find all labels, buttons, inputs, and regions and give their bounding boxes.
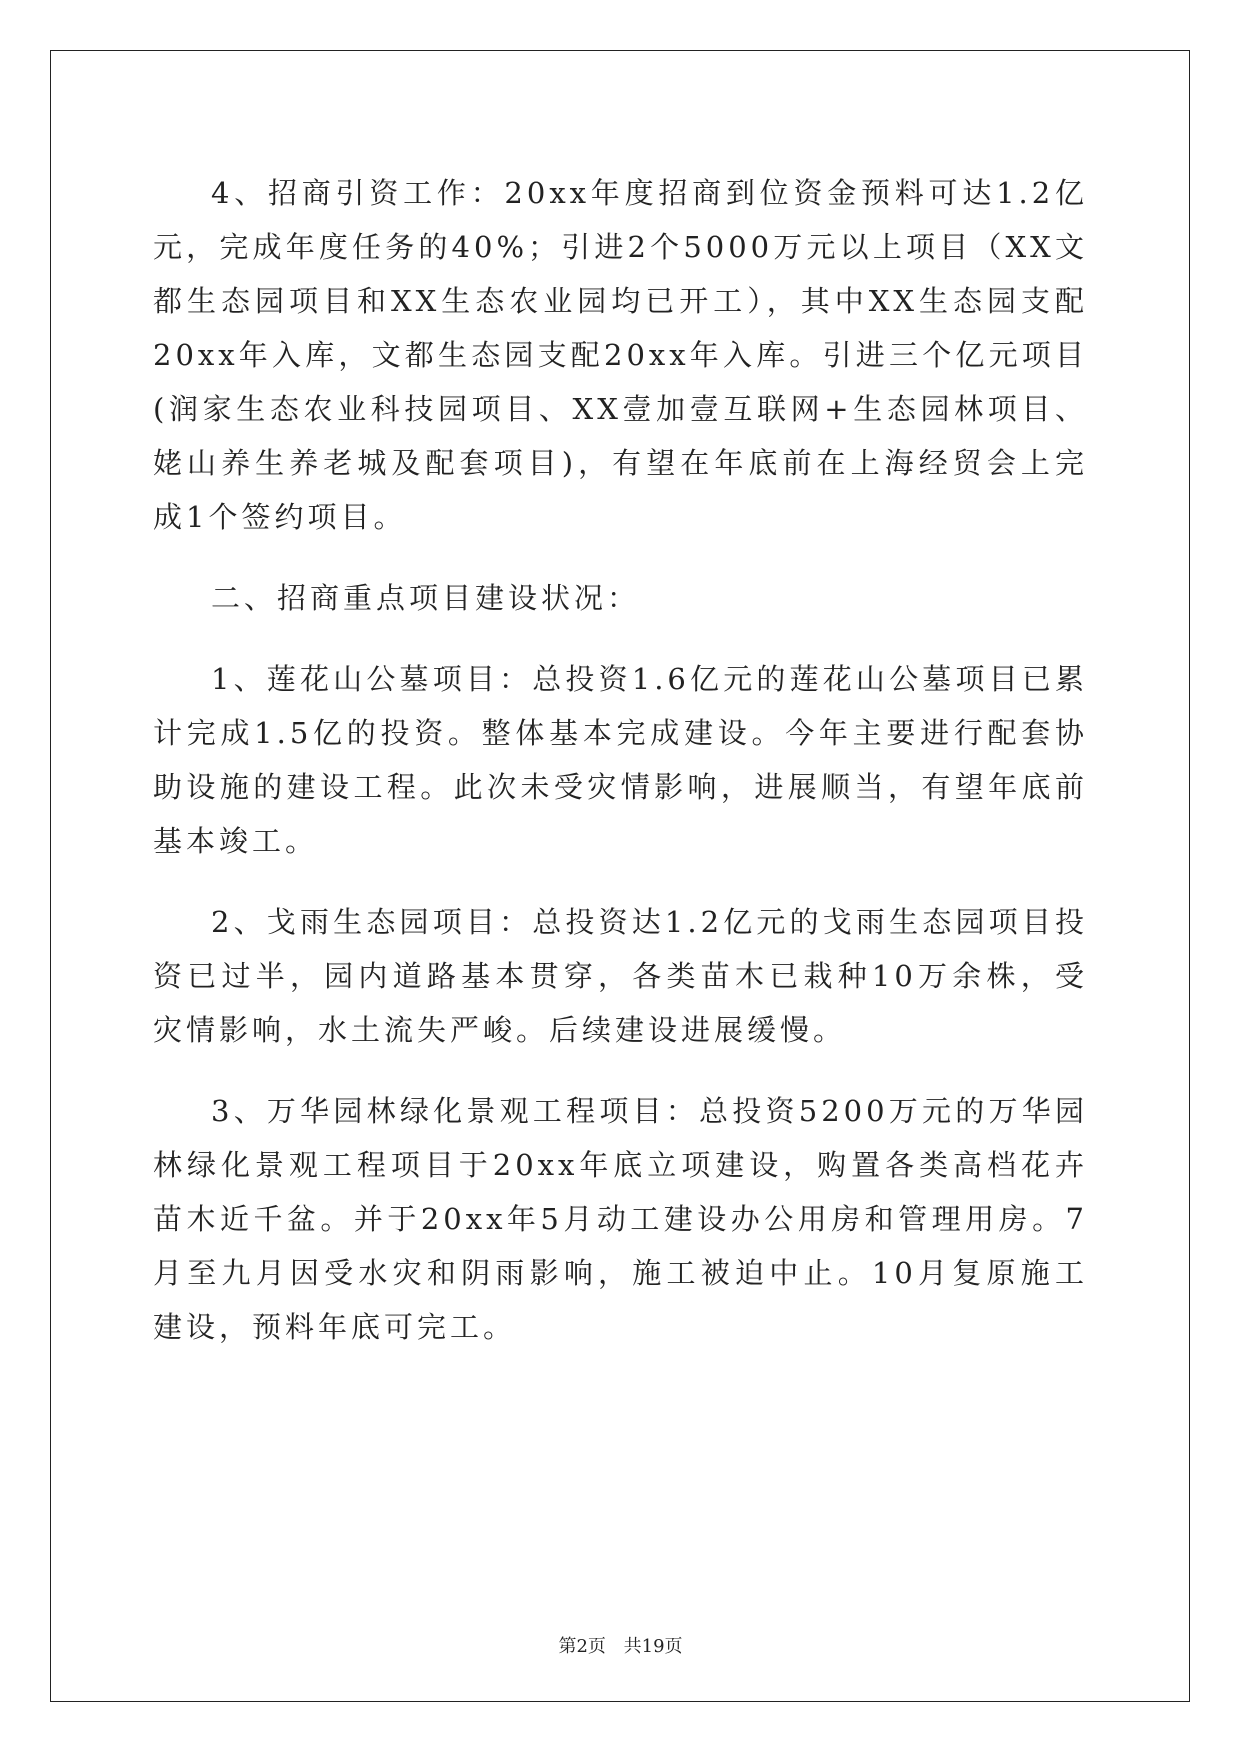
page-number: 第2页	[558, 1636, 606, 1657]
document-body	[153, 166, 1088, 1381]
paragraph-lianhuashan-project: 1、莲花山公墓项目：总投资1.6亿元的莲花山公墓项目已累计完成1.5亿的投资。整体基本完成建设。今年主要进行配套协助设施的建设工程。此次未受灾情影响，进展顺当，有望年底前基本竣工。	[153, 662, 1088, 858]
page-footer	[0, 1632, 1241, 1658]
page-total: 共19页	[623, 1636, 683, 1657]
paragraph-geyu-project: 2、戈雨生态园项目：总投资达1.2亿元的戈雨生态园项目投资已过半，园内道路基本贯穿，各类苗木已栽种10万余株，受灾情影响，水土流失严峻。后续建设进展缓慢。	[153, 905, 1088, 1047]
paragraph-wanhua-project: 3、万华园林绿化景观工程项目：总投资5200万元的万华园林绿化景观工程项目于20xx年底立项建设，购置各类高档花卉苗木近千盆。并于20xx年5月动工建设办公用房和管理用房。7月至九月因受水灾和阴雨影响，施工被迫中止。10月复原施工建设，预料年底可完工。	[153, 1094, 1088, 1344]
section-heading-key-projects: 二、招商重点项目建设状况：	[211, 581, 641, 615]
paragraph-investment-work: 4、招商引资工作：20xx年度招商到位资金预料可达1.2亿元，完成年度任务的40%；引进2个5000万元以上项目（XX文都生态园项目和XX生态农业园均已开工），其中XX生态园支配20xx年入库，文都生态园支配20xx年入库。引进三个亿元项目(润家生态农业科技园项目、XX壹加壹互联网+生态园林项目、姥山养生养老城及配套项目)，有望在年底前在上海经贸会上完成1个签约项目。	[153, 176, 1088, 534]
